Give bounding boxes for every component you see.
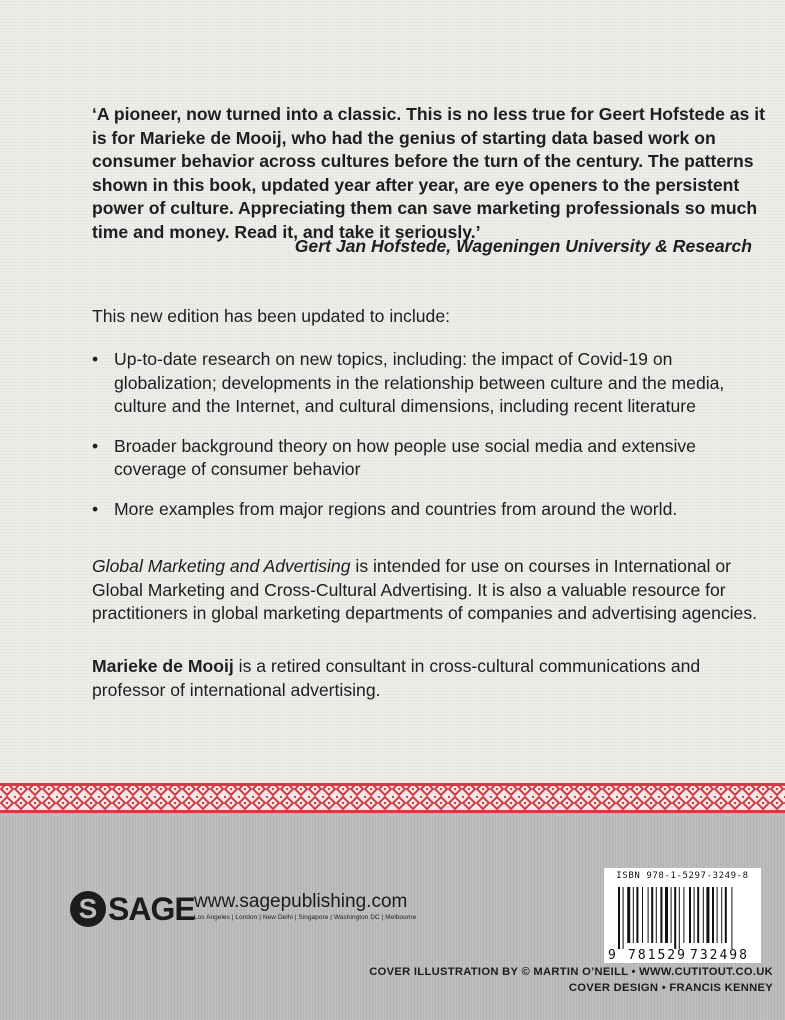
barcode-first-digit: 9: [608, 948, 616, 963]
book-title: Global Marketing and Advertising: [92, 556, 351, 576]
barcode-right-digits: 732498: [690, 948, 749, 963]
quote-attribution: Gert Jan Hofstede, Wageningen University & Research: [294, 236, 752, 256]
credit-design: COVER DESIGN • FRANCIS KENNEY: [568, 981, 773, 994]
credit-illustration: COVER ILLUSTRATION BY © MARTIN O’NEILL • WWW.CUTITOUT.CO.UK: [369, 966, 773, 978]
book-description: [92, 555, 764, 626]
endorsement-quote: ‘A pioneer, now turned into a classic. This is no less true for Geert Hofstede as it is for Marieke de Mooij, who had the genius of starting data based work on consumer behavior across cultures before the turn of the century. The patterns shown in this book, updated year after year, are eye openers to the persistent power of culture. Appreciating them can save marketing professionals so much time and money. Read it, and take it seriously.’: [92, 104, 765, 242]
isbn-label: ISBN 978-1-5297-3249-8: [616, 871, 749, 881]
book-description-text: is intended for use on courses in International or Global Marketing and Cross-Cultural Advertising. It is also a valuable resource for practitioners in global marketing departments of companies and advertising agencies.: [92, 556, 758, 624]
barcode-graphic: [604, 883, 761, 963]
list-item: • Up-to-date research on new topics, including: the impact of Covid-19 on globalization; developments in the relationship between culture and the media, culture and the Internet, and cultural dimensions, including recent literature: [92, 348, 767, 419]
edition-feature-list: [92, 348, 767, 522]
publisher-logo-text: SAGE: [108, 890, 195, 927]
publisher-logo: [70, 889, 195, 929]
list-item: • Broader background theory on how people use social media and extensive coverage of consumer behavior: [92, 435, 767, 482]
author-bio: [92, 655, 764, 702]
cover-credits: [369, 965, 773, 996]
sage-s-circle-icon: S: [70, 891, 106, 927]
barcode-left-digits: 781529: [628, 948, 687, 963]
publisher-url[interactable]: www.sagepublishing.com: [194, 891, 408, 912]
isbn-barcode: [604, 868, 761, 963]
author-name: Marieke de Mooij: [92, 656, 234, 676]
list-item: • More examples from major regions and countries from around the world.: [92, 498, 767, 522]
publisher-cities: Los Angeles | London | New Delhi | Singapore | Washington DC | Melbourne: [194, 914, 417, 921]
author-bio-text: is a retired consultant in cross-cultural communications and professor of international advertising.: [92, 656, 701, 700]
edition-intro: This new edition has been updated to include:: [92, 306, 450, 326]
embroidery-pattern: [0, 782, 785, 814]
